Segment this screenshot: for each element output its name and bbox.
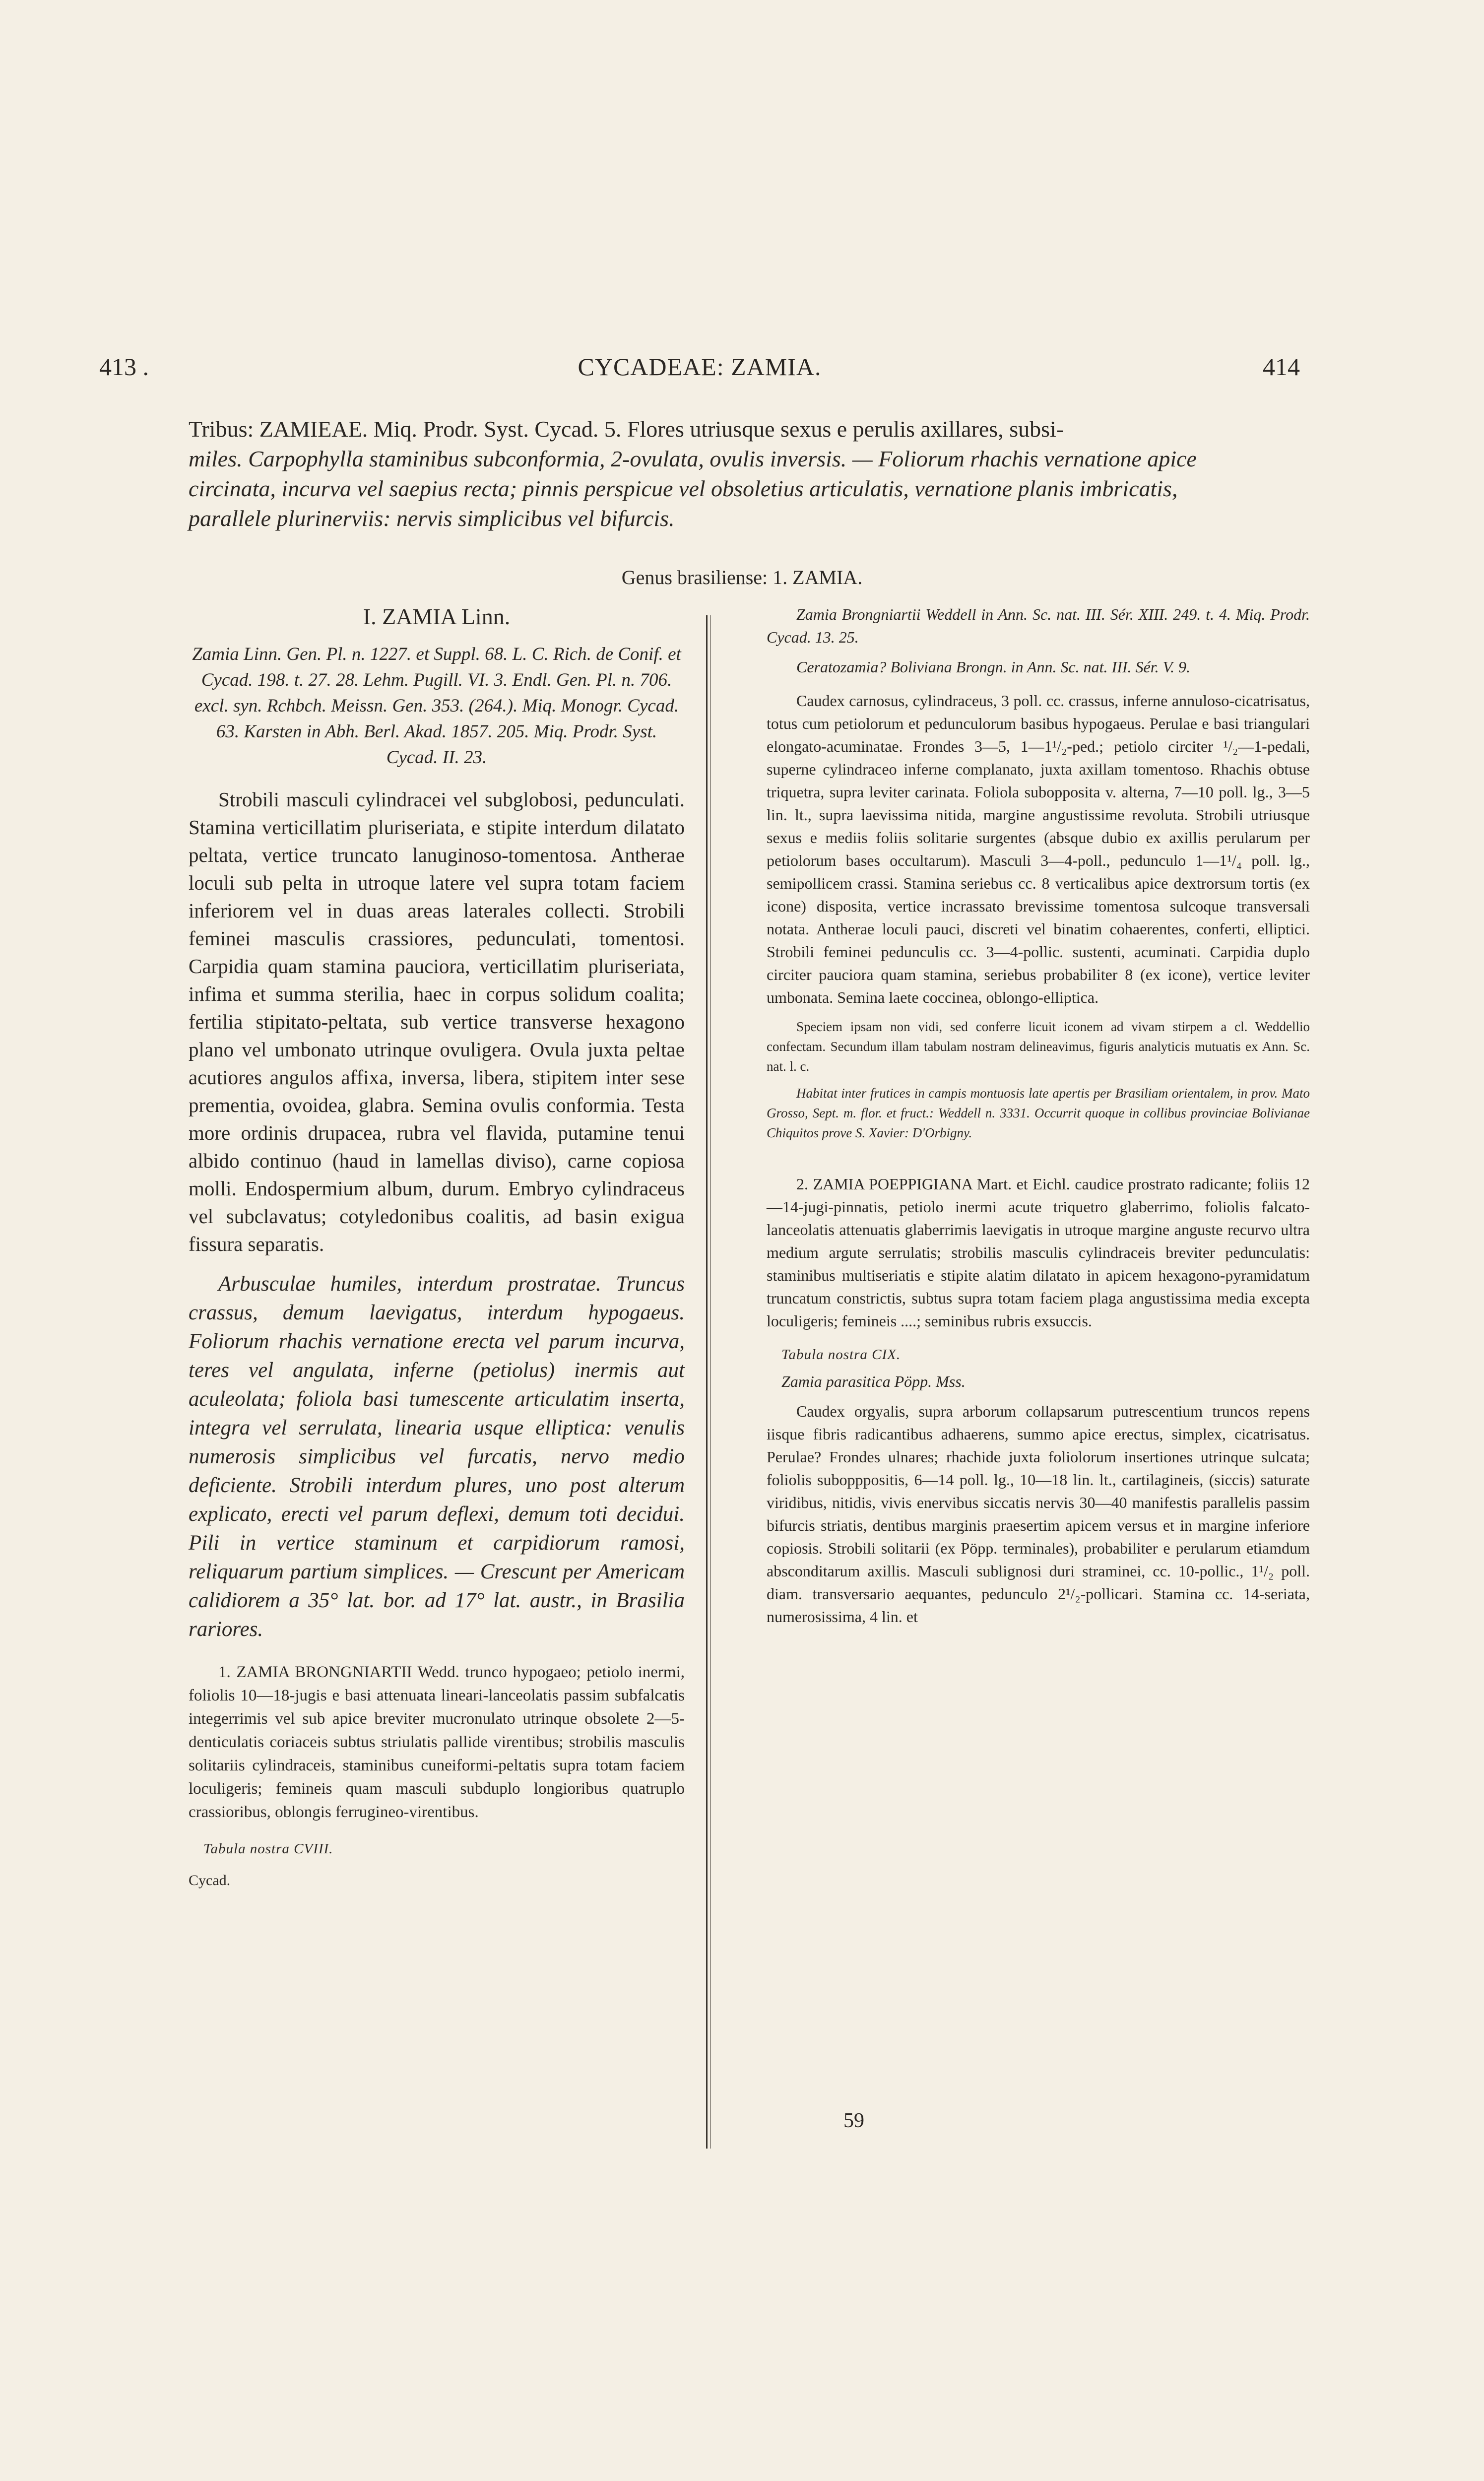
genus-habit: Arbusculae humiles, interdum prostratae. Truncus crassus, demum laevigatus, interdum hypogaeus. Foliorum rhachis vernatione erecta vel parum incurva, teres vel angulata, inferne (petiolus) inermis aut aculeolata; foliola basi tumescente articulatim inserta, integra vel serrulata, linearia usque elliptica: venulis numerosis simplicibus vel furcatis, nervo medio deficiente. Strobili interdum plures, uno post alterum explicato, erecti vel parum deflexi, demum toti decidui. Pili in vertice staminum et carpidiorum ramosi, reliquarum partium simplices. — Crescunt per Americam calidiorem a 35° lat. bor. ad 17° lat. austr., in Brasilia rariores.: [189, 1272, 685, 1641]
running-title: CYCADEAE: ZAMIA.: [578, 353, 822, 381]
synonym-3: Zamia parasitica Pöpp. Mss.: [781, 1372, 966, 1390]
genus-heading: I. ZAMIA Linn.: [363, 604, 511, 629]
genus-line: Genus brasiliense: 1. ZAMIA.: [621, 566, 863, 588]
left-column: [189, 603, 685, 1901]
synonym-2: Ceratozamia? Boliviana Brongn. in Ann. Sc. nat. III. Sér. V. 9.: [796, 658, 1191, 676]
page-number-right: 414: [1263, 353, 1300, 381]
species-2-diagnosis: 2. ZAMIA POEPPIGIANA Mart. et Eichl. caudice prostrato radicante; foliis 12—14-jugi-pinnatis, petiolo inermi acute triquetro glaberrimo, foliolis falcato-lanceolatis attenuatis glaberrimis laevigatis in utroque margine anguste recurvo ultra medium argute serrulatis; strobilis masculis cylindraceis breviter pedunculatis: staminibus multiseriatis e stipite alatim dilatato in apicem hexagono-pyramidatum truncatum constrictis, subtus supra totam faciem plaga angustissima media excepta loculigeris; femineis ....; seminibus rubris exsuccis.: [767, 1175, 1310, 1330]
column-rule-thick: [706, 615, 708, 2149]
tribus-line-2: miles. Carpophylla staminibus subconformia, 2-ovulata, ovulis inversis. — Foliorum rhachis vernatione apice: [189, 446, 1197, 471]
tribus-description: [189, 414, 1310, 533]
species-2-plate: Tabula nostra CIX.: [781, 1347, 901, 1363]
column-rule-thin: [710, 615, 711, 2149]
species-1-diagnosis: 1. ZAMIA BRONGNIARTII Wedd. trunco hypogaeo; petiolo inermi, foliolis 10—18-jugis e basi attenuata lineari-lanceolatis passim subfalcatis integerrimis vel sub apice breviter mucronulato utrinque obsolete 2—5-denticulatis coriaceis subtus striulatis pallide virentibus; strobilis masculis solitariis cylindraceis, staminibus cuneiformi-peltatis supra totam faciem loculigeris; femineis quam masculi subduplo longioribus quatruplo crassioribus, oblongis ferrugineo-virentibus.: [189, 1663, 685, 1821]
tribus-line-3: circinata, incurva vel saepius recta; pinnis perspicue vel obsoletius articulatis, vernatione planis imbricatis,: [189, 476, 1178, 501]
species-2-description: Caudex orgyalis, supra arborum collapsarum putrescentium truncos repens iisque fibris radicantibus adhaerens, summo apice erectus, simplex, cicatrisatus. Perulae? Frondes ulnares; rhachide juxta foliolorum insertiones utrinque sulcata; foliolis subopppositis, 6—14 poll. lg., 10—18 lin. lt., cartilagineis, (siccis) saturate viridibus, nitidis, vivis enervibus siccatis nervis 30—40 manifestis parallelis passim bifurcis striatis, dentibus marginis praesertim apicem versus et in margine inferiore copiosis. Strobili solitarii (ex Pöpp. terminales), probabiliter e perularum etiamdum absconditarum axillis. Masculi sublignosi duri straminei, cc. 10-pollic., 1¹/₂ poll. diam. transversario aequantes, pedunculo 2¹/₂-pollicari. Stamina cc. 14-seriata, numerosissima, 4 lin. et: [767, 1402, 1310, 1626]
synonym-1: Zamia Brongniartii Weddell in Ann. Sc. nat. III. Sér. XIII. 249. t. 4. Miq. Prodr. Cycad. 13. 25.: [767, 605, 1310, 646]
page-number-left: 413 .: [99, 353, 149, 381]
species-1-plate: Tabula nostra CVIII.: [203, 1841, 333, 1857]
species-1-habitat: Habitat inter frutices in campis montuosis late apertis per Brasiliam orientalem, in prov. Mato Grosso, Sept. m. flor. et fruct.: Weddell n. 3331. Occurrit quoque in collibus provinciae Bolivianae Chiquitos prove S. Xavier: D'Orbigny.: [767, 1086, 1310, 1140]
tribus-line-1: Tribus: ZAMIEAE. Miq. Prodr. Syst. Cycad. 5. Flores utriusque sexus e perulis axillares, subsi-: [189, 416, 1064, 442]
signature-number: 59: [843, 2109, 864, 2132]
tribus-line-4: parallele plurinerviis: nervis simplicibus vel bifurcis.: [189, 506, 675, 531]
genus-literature: Zamia Linn. Gen. Pl. n. 1227. et Suppl. 68. L. C. Rich. de Conif. et Cycad. 198. t. 27. 28. Lehm. Pugill. VI. 3. Endl. Gen. Pl. n. 706. excl. syn. Rchbch. Meissn. Gen. 353. (264.). Miq. Monogr. Cycad. 63. Karsten in Abh. Berl. Akad. 1857. 205. Miq. Prodr. Syst. Cycad. II. 23.: [192, 644, 681, 768]
species-1-note: Speciem ipsam non vidi, sed conferre licuit iconem ad vivam stirpem a cl. Weddellio confectam. Secundum illam tabulam nostram delineavimus, figuris analyticis mutuatis ex Ann. Sc. nat. l. c.: [767, 1019, 1310, 1074]
species-1-description: Caudex carnosus, cylindraceus, 3 poll. cc. crassus, inferne annuloso-cicatrisatus, totus cum petiolorum et pedunculorum basibus hypogaeus. Perulae e basi triangulari elongato-acuminatae. Frondes 3—5, 1—1¹/₂-ped.; petiolo circiter ¹/₂—1-pedali, superne cylindraceo inferne complanato, juxta axillam tomentoso. Rhachis obtuse triquetra, supra leviter carinata. Foliola subopposita v. alterna, 7—10 poll. lg., 3—5 lin. lt., supra laevissima nitida, margine angustissime revoluta. Strobili utriusque sexus e mediis foliis solitarie surgentes (absque dubio ex axillis perularum per petiolorum bases occultarum). Masculi 3—4-poll., pedunculo 1—1¹/₄ poll. lg., semipollicem crassi. Stamina seriebus cc. 8 verticalibus apice dextrorsum tortis (ex icone) disposita, vertice incrassato brevissime tomentosa sulcoque transversali notata. Antherae loculi pauci, discreti vel binatim cohaerentes, conferti, elliptici. Strobili feminei pedunculis cc. 3—4-pollic. sustenti, acuminati. Carpidia duplo circiter pauciora quam stamina, seriebus probabiliter 8 (ex icone), vertice leviter umbonata. Semina laete coccinea, oblongo-elliptica.: [767, 692, 1310, 1006]
right-column: [767, 603, 1310, 1635]
signature-mark: Cycad.: [189, 1872, 231, 1889]
running-head: [99, 352, 1300, 387]
genus-description: Strobili masculi cylindracei vel subglobosi, pedunculati. Stamina verticillatim pluriseriata, e stipite interdum dilatato peltata, vertice truncato lanuginoso-tomentosa. Antherae loculi sub pelta in utroque latere vel supra totam faciem inferiorem vel in duas areas laterales collecti. Strobili feminei masculis crassiores, pedunculati, tomentosi. Carpidia quam stamina pauciora, verticillatim pluriseriata, infima et summa sterilia, haec in corpus solidum coalita; fertilia stipitato-peltata, sub vertice transverse hexagono plano vel umbonato utrinque ovuligera. Ovula juxta peltae acutiores angulos affixa, inversa, libera, stipitem inter sese prementia, ovoidea, glabra. Semina ovulis conformia. Testa more ordinis drupacea, rubra vel flavida, putamine tenui albido continuo (haud in lamellas diviso), carne copiosa molli. Endospermium album, durum. Embryo cylindraceus vel subclavatus; cotyledonibus coalitis, ad basin exigua fissura separatis.: [189, 788, 685, 1255]
